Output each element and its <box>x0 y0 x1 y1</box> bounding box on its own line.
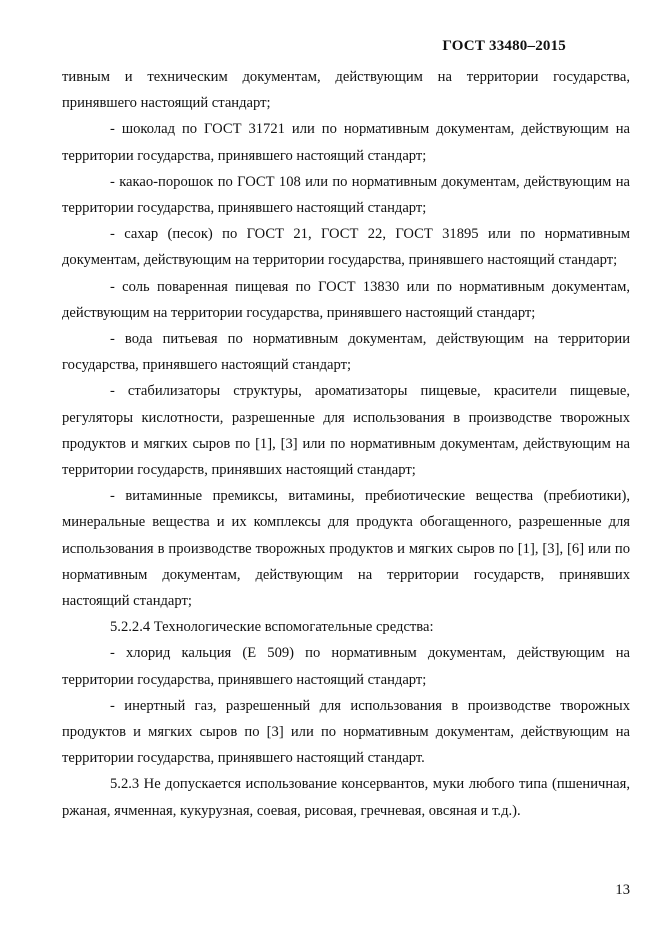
list-item-stabilizers: - стабилизаторы структуры, ароматизаторы пищевые, красители пищевые, регуляторы кислотности, разрешенные для использования в производстве творожных продуктов и мягких сыров по [1], [3] или по нормативным документам, действующим на территории государств, принявших настоящий стандарт; <box>62 383 630 479</box>
list-item-cocoa-powder: - какао-порошок по ГОСТ 108 или по нормативным документам, действующим на территории государства, принявшего настоящий стандарт; <box>62 173 630 217</box>
section-5-2-3: 5.2.3 Не допускается использование консервантов, муки любого типа (пшеничная, ржаная, ячменная, кукурузная, соевая, рисовая, гречневая, овсяная и т.д.). <box>62 776 630 819</box>
list-item-chocolate: - шоколад по ГОСТ 31721 или по нормативным документам, действующим на территории государства, принявшего настоящий стандарт; <box>62 121 630 164</box>
section-heading-5-2-2-4: 5.2.2.4 Технологические вспомогательные средства: <box>110 619 434 636</box>
list-item-water: - вода питьевая по нормативным документам, действующим на территории государства, принявшего настоящий стандарт; <box>62 331 630 374</box>
list-item-calcium-chloride: - хлорид кальция (Е 509) по нормативным документам, действующим на территории государства, принявшего настоящий стандарт; <box>62 645 630 688</box>
list-item-inert-gas: - инертный газ, разрешенный для использования в производстве творожных продуктов и мягких сыров по [3] или по нормативным документам, действующим на территории государства, принявшего настоящий стандарт. <box>62 697 630 767</box>
list-item-vitamin-premixes: - витаминные премиксы, витамины, пребиотические вещества (пребиотики), минеральные вещества и их комплексы для продукта обогащенного, разрешенные для использования в производстве творожных продуктов и мягких сыров по [1], [3], [6] или по нормативным документам, действующим на территории государств, принявших настоящий стандарт; <box>62 488 630 610</box>
page-number: 13 <box>615 882 630 898</box>
document-body <box>62 64 630 824</box>
list-item-sugar: - сахар (песок) по ГОСТ 21, ГОСТ 22, ГОСТ 31895 или по нормативным документам, действующим на территории государства, принявшего настоящий стандарт; <box>62 226 630 269</box>
paragraph-continuation: тивным и техническим документам, действующим на территории государства, принявшего настоящий стандарт; <box>62 69 630 112</box>
document-header-code: ГОСТ 33480–2015 <box>442 38 566 54</box>
list-item-salt: - соль поваренная пищевая по ГОСТ 13830 или по нормативным документам, действующим на территории государства, принявшего настоящий стандарт; <box>62 278 630 321</box>
